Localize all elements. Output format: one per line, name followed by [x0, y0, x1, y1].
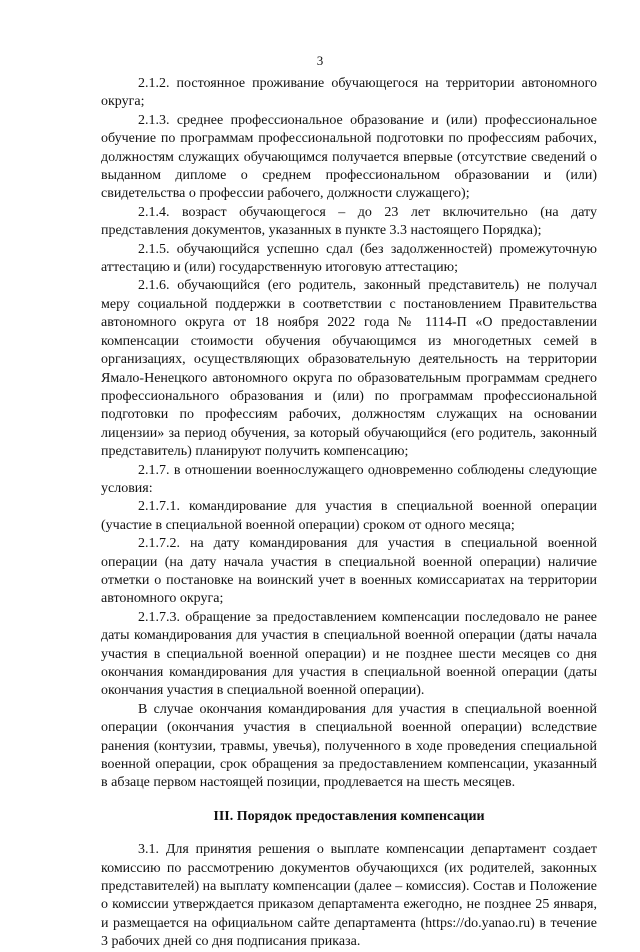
- clause-2-1-7: 2.1.7. в отношении военнослужащего одновременно соблюдены следующие условия:: [101, 462, 597, 496]
- page-number: 3: [316, 53, 324, 68]
- clause-2-1-7-1: 2.1.7.1. командирование для участия в специальной военной операции (участие в специальной военной операции) сроком от одного месяца;: [101, 499, 597, 533]
- extension-paragraph: В случае окончания командирования для участия в специальной военной операции (окончания участия в специальной военной операции) вследствие ранения (контузии, травмы, увечья), полученного в ходе проведения специальной военной операции, срок обращения за предоставлением компенсации, указанный в абзаце первом настоящей позиции, продлевается на шесть месяцев.: [101, 701, 597, 791]
- clause-2-1-7-2: 2.1.7.2. на дату командирования для участия в специальной военной операции (на дату начала участия в специальной военной операции) наличие отметки о постановке на воинский учет в военных комиссариатах на территории автономного округа;: [101, 536, 597, 607]
- clause-2-1-5: 2.1.5. обучающийся успешно сдал (без задолженностей) промежуточную аттестацию и (или) государственную итоговую аттестацию;: [101, 241, 597, 276]
- clause-2-1-4: 2.1.4. возраст обучающегося – до 23 лет включительно (на дату представления документов, указанных в пункте 3.3 настоящего Порядка);: [101, 204, 597, 239]
- clause-2-1-3: 2.1.3. среднее профессиональное образование и (или) профессиональное обучение по программам профессиональной подготовки по профессиям рабочих, должностям служащих обучающимся получается впервые (отсутствие сведений о выданном дипломе о среднем профессиональном образовании и (или) свидетельства о профессии рабочего, должности служащего);: [101, 112, 597, 202]
- clause-2-1-7-3: 2.1.7.3. обращение за предоставлением компенсации последовало не ранее даты командирования для участия в специальной военной операции (даты начала участия в специальной военной операции) и не позднее шести месяцев со дня окончания командирования для участия в специальной военной операции (даты окончания участия в специальной военной операции).: [101, 609, 597, 699]
- clause-3-1: 3.1. Для принятия решения о выплате компенсации департамент создает комиссию по рассмотрению документов обучающихся (их родителей, законных представителей) на выплату компенсации (далее – комиссия). Состав и Положение о комиссии утверждается приказом департамента ежегодно, не позднее 25 января, и размещается на официальном сайте департамента (https://do.yanao.ru) в течение 3 рабочих дней со дня подписания приказа.: [101, 842, 597, 950]
- clause-2-1-6: 2.1.6. обучающийся (его родитель, законный представитель) не получал меру социальной поддержки в соответствии с постановлением Правительства автономного округа от 18 ноября 2022 года № 1114-П «О предоставлении компенсации стоимости обучения обучающимся из многодетных семей в организациях, осуществляющих образовательную деятельность на территории Ямало-Ненецкого автономного округа по образовательным программам среднего профессионального образования и (или) по программам профессиональной подготовки по профессиям рабочих, должностям служащих на основании лицензии» за период обучения, за который обучающийся (его родитель, законный представитель) планируют получить компенсацию;: [101, 278, 597, 460]
- section-heading: III. Порядок предоставления компенсации: [213, 808, 485, 824]
- document-body: [101, 75, 597, 952]
- clause-2-1-2: 2.1.2. постоянное проживание обучающегося на территории автономного округа;: [101, 76, 597, 110]
